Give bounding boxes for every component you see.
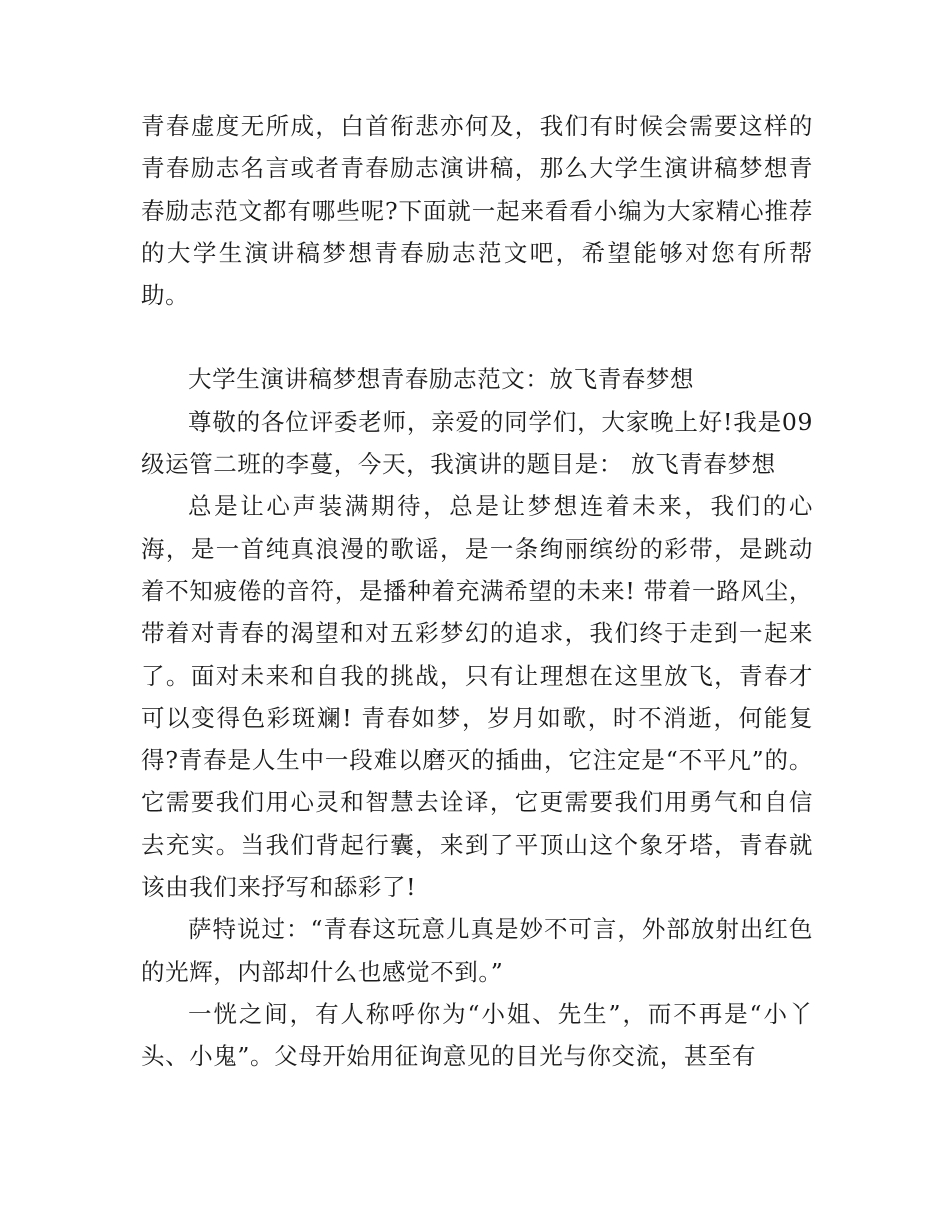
body-paragraph-2: 总是让心声装满期待，总是让梦想连着未来，我们的心海，是一首纯真浪漫的歌谣，是一条绚丽缤纷的彩带，是跳动着不知疲倦的音符，是播种着充满希望的未来! 带着一路风尘，带着对青春的渴望和对五彩梦幻的追求，我们终于走到一起来了。面对未来和自我的挑战，只有让理想在这里放飞，青春才可以变得色彩斑斓! 青春如梦，岁月如歌，时不消逝，何能复得?青春是人生中一段难以磨灭的插曲，它注定是“不平凡”的。它需要我们用心灵和智慧去诠译，它更需要我们用勇气和自信去充实。当我们背起行囊，来到了平顶山这个象牙塔，青春就该由我们来抒写和舔彩了! xyxy=(141,492,813,902)
body-paragraph-4: 一恍之间，有人称呼你为“小姐、先生”，而不再是“小丫头、小鬼”。父母开始用征询意见的目光与你交流，甚至有 xyxy=(141,999,813,1071)
body-paragraph-1: 尊敬的各位评委老师，亲爱的同学们，大家晚上好!我是09级运管二班的李蔓，今天，我演讲的题目是： 放飞青春梦想 xyxy=(141,407,813,479)
paragraph-spacer xyxy=(141,316,813,358)
article-title: 大学生演讲稿梦想青春励志范文：放飞青春梦想 xyxy=(188,365,695,394)
intro-paragraph: 青春虚度无所成，白首衔悲亦何及，我们有时候会需要这样的青春励志名言或者青春励志演讲稿，那么大学生演讲稿梦想青春励志范文都有哪些呢?下面就一起来看看小编为大家精心推荐的大学生演讲稿梦想青春励志范文吧，希望能够对您有所帮助。 xyxy=(141,112,813,310)
document-body xyxy=(141,105,813,1078)
body-paragraph-3: 萨特说过：“青春这玩意儿真是妙不可言，外部放射出红色的光辉，内部却什么也感觉不到。” xyxy=(141,915,813,986)
